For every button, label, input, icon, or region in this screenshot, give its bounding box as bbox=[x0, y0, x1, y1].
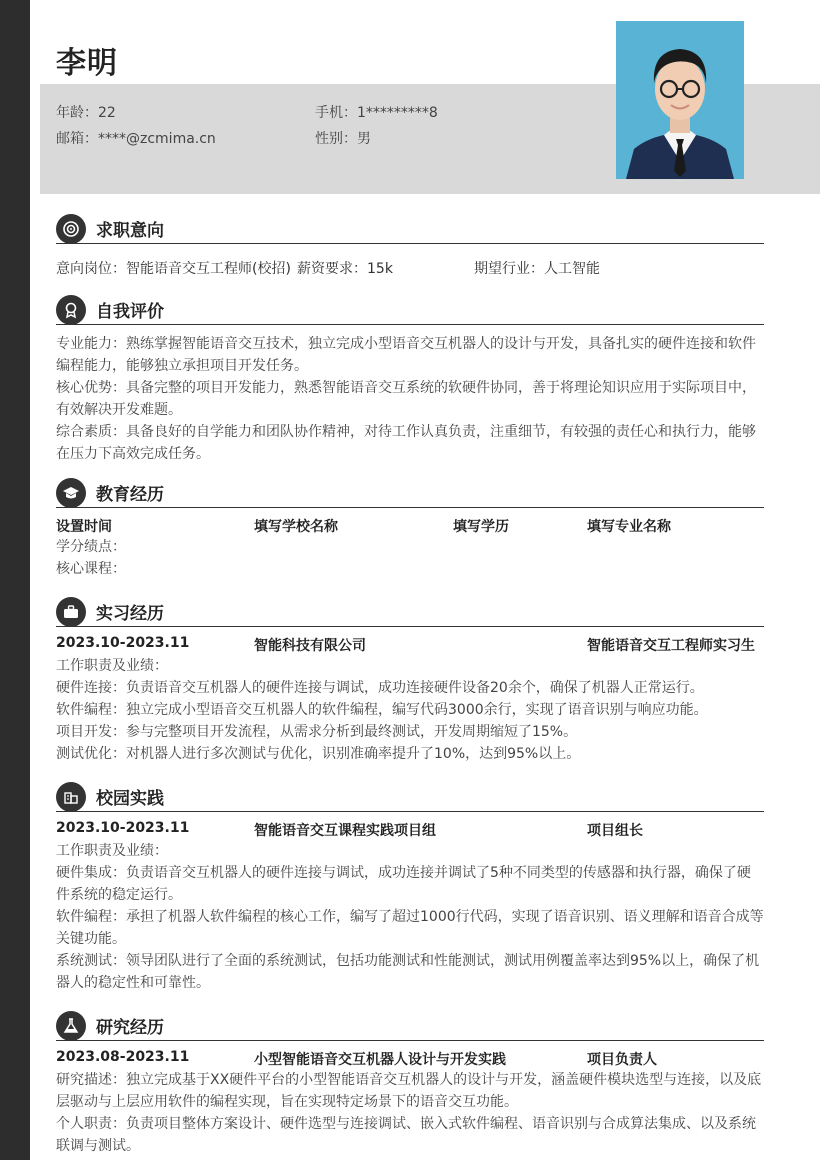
campus-details bbox=[56, 840, 764, 994]
text-line: 硬件集成：负责语音交互机器人的硬件连接与调试，成功连接并调试了5种不同类型的传感器和执行器，确保了硬 bbox=[56, 865, 751, 881]
graduation-cap-icon bbox=[56, 478, 86, 508]
text-line: 编程能力，能够独立承担项目开发任务。 bbox=[56, 358, 308, 374]
section-campus bbox=[56, 782, 764, 994]
research-org: 小型智能语音交互机器人设计与开发实践 bbox=[254, 1052, 506, 1068]
text-line: 专业能力：熟练掌握智能语音交互技术，独立完成小型语音交互机器人的设计与开发，具备扎实的硬件连接和软件 bbox=[56, 336, 756, 352]
section-research bbox=[56, 1011, 764, 1157]
badge-icon bbox=[56, 295, 86, 325]
edu-degree: 填写学历 bbox=[453, 519, 509, 535]
text-line: 项目开发：参与完整项目开发流程，从需求分析到最终测试，开发周期缩短了15%。 bbox=[56, 724, 578, 740]
section-header bbox=[56, 214, 764, 244]
text-line: 工作职责及业绩： bbox=[56, 843, 168, 859]
briefcase-icon bbox=[56, 597, 86, 627]
section-title: 教育经历 bbox=[96, 485, 164, 505]
text-line: 测试优化：对机器人进行多次测试与优化，识别准确率提升了10%，达到95%以上。 bbox=[56, 746, 581, 762]
campus-time: 2023.10-2023.11 bbox=[56, 820, 190, 836]
section-intent bbox=[56, 214, 764, 278]
target-icon bbox=[56, 214, 86, 244]
section-title: 求职意向 bbox=[96, 221, 164, 241]
text-line: 件系统的稳定运行。 bbox=[56, 887, 182, 903]
section-title: 研究经历 bbox=[96, 1018, 164, 1038]
text-line: 在压力下高效完成任务。 bbox=[56, 446, 210, 462]
text-line: 有效解决开发难题。 bbox=[56, 402, 182, 418]
text-line: 核心优势：具备完整的项目开发能力，熟悉智能语音交互系统的软硬件协同，善于将理论知识应用于实际项目中， bbox=[56, 380, 756, 396]
text-line: 工作职责及业绩： bbox=[56, 658, 168, 674]
edu-details bbox=[56, 536, 764, 580]
text-line: 层驱动与上层应用软件的编程实现，旨在实现特定场景下的语音交互功能。 bbox=[56, 1094, 518, 1110]
section-self-eval bbox=[56, 295, 764, 465]
section-header bbox=[56, 782, 764, 812]
candidate-name: 李明 bbox=[56, 46, 118, 81]
phone-info: 手机：1*********8 bbox=[315, 105, 438, 121]
intent-industry: 期望行业：人工智能 bbox=[474, 261, 600, 277]
intern-org: 智能科技有限公司 bbox=[254, 638, 366, 654]
intent-salary: 薪资要求：15k bbox=[297, 261, 393, 277]
section-header bbox=[56, 295, 764, 325]
age-info: 年龄：22 bbox=[56, 105, 116, 121]
edu-time: 设置时间 bbox=[56, 519, 112, 535]
text-line: 系统测试：领导团队进行了全面的系统测试，包括功能测试和性能测试，测试用例覆盖率达到95%以上，确保了机 bbox=[56, 953, 760, 969]
campus-org: 智能语音交互课程实践项目组 bbox=[254, 823, 436, 839]
text-line: 研究描述：独立完成基于XX硬件平台的小型智能语音交互机器人的设计与开发，涵盖硬件模块选型与连接，以及底 bbox=[56, 1072, 762, 1088]
text-line: 个人职责：负责项目整体方案设计、硬件选型与连接调试、嵌入式软件编程、语音识别与合成算法集成、以及系统 bbox=[56, 1116, 756, 1132]
text-line: 联调与测试。 bbox=[56, 1138, 140, 1154]
edu-gpa: 学分绩点： bbox=[56, 539, 126, 555]
text-line: 硬件连接：负责语音交互机器人的硬件连接与调试，成功连接硬件设备20余个，确保了机器人正常运行。 bbox=[56, 680, 704, 696]
text-line: 软件编程：独立完成小型语音交互机器人的软件编程，编写代码3000余行，实现了语音识别与响应功能。 bbox=[56, 702, 708, 718]
text-line: 器人的稳定性和可靠性。 bbox=[56, 975, 210, 991]
section-title: 自我评价 bbox=[96, 302, 164, 322]
section-header bbox=[56, 597, 764, 627]
edu-courses: 核心课程： bbox=[56, 561, 126, 577]
research-role: 项目负责人 bbox=[587, 1052, 657, 1068]
left-sidebar-bar bbox=[0, 0, 30, 1160]
text-line: 软件编程：承担了机器人软件编程的核心工作，编写了超过1000行代码，实现了语音识别、语义理解和语音合成等 bbox=[56, 909, 764, 925]
edu-major: 填写专业名称 bbox=[587, 519, 671, 535]
edu-school: 填写学校名称 bbox=[254, 519, 338, 535]
section-title: 实习经历 bbox=[96, 604, 164, 624]
building-icon bbox=[56, 782, 86, 812]
text-line: 关键功能。 bbox=[56, 931, 126, 947]
section-header bbox=[56, 1011, 764, 1041]
flask-icon bbox=[56, 1011, 86, 1041]
intent-position: 意向岗位：智能语音交互工程师(校招) bbox=[56, 261, 291, 277]
research-time: 2023.08-2023.11 bbox=[56, 1049, 190, 1065]
profile-photo bbox=[616, 21, 744, 179]
section-education bbox=[56, 478, 764, 580]
text-line: 综合素质：具备良好的自学能力和团队协作精神，对待工作认真负责，注重细节，有较强的责任心和执行力，能够 bbox=[56, 424, 756, 440]
intern-details bbox=[56, 655, 764, 765]
email-info: 邮箱：****@zcmima.cn bbox=[56, 131, 216, 147]
gender-info: 性别：男 bbox=[315, 131, 371, 147]
section-header bbox=[56, 478, 764, 508]
campus-role: 项目组长 bbox=[587, 823, 643, 839]
section-title: 校园实践 bbox=[96, 789, 164, 809]
intern-time: 2023.10-2023.11 bbox=[56, 635, 190, 651]
research-details bbox=[56, 1069, 764, 1157]
self-eval-text bbox=[56, 333, 764, 465]
section-internship bbox=[56, 597, 764, 765]
intern-role: 智能语音交互工程师实习生 bbox=[587, 638, 755, 654]
